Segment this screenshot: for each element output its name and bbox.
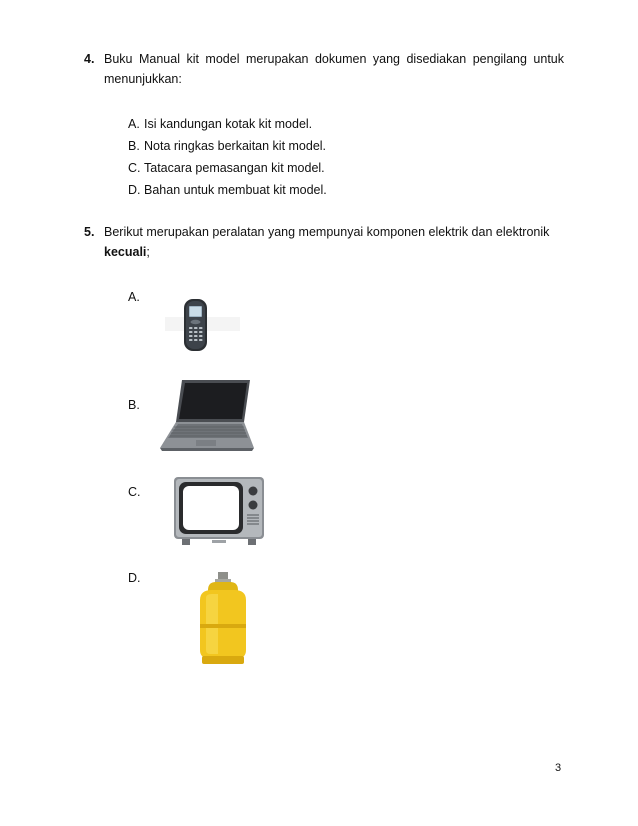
- page-number: 3: [555, 762, 562, 774]
- laptop-icon[interactable]: [158, 376, 254, 454]
- option-d[interactable]: [128, 183, 327, 197]
- option-c[interactable]: [128, 161, 325, 175]
- option-d-label[interactable]: D.: [128, 571, 141, 585]
- option-text: Tatacara pemasangan kit model.: [144, 161, 325, 175]
- option-letter: B.: [128, 139, 140, 153]
- option-letter: D.: [128, 183, 141, 197]
- option-c-label[interactable]: C.: [128, 485, 141, 499]
- question-suffix: ;: [146, 245, 150, 259]
- option-letter: C.: [128, 161, 141, 175]
- question-text: [104, 222, 564, 262]
- mobile-phone-icon[interactable]: [165, 295, 240, 357]
- question-emphasis: kecuali: [104, 245, 147, 259]
- option-text: Nota ringkas berkaitan kit model.: [144, 139, 327, 153]
- question-number: 5.: [84, 225, 95, 239]
- question-number: 4.: [84, 52, 95, 66]
- television-icon[interactable]: [172, 475, 266, 547]
- question-5: [84, 222, 564, 262]
- option-a[interactable]: [128, 117, 312, 131]
- option-a-label[interactable]: A.: [128, 290, 140, 304]
- question-text-main: Berikut merupakan peralatan yang mempunyai komponen elektrik dan elektronik: [104, 225, 550, 239]
- option-text: Bahan untuk membuat kit model.: [144, 183, 327, 197]
- option-b[interactable]: [128, 139, 326, 153]
- gas-cylinder-icon[interactable]: [188, 570, 258, 666]
- option-b-label[interactable]: B.: [128, 398, 140, 412]
- option-text: Isi kandungan kotak kit model.: [144, 117, 313, 131]
- question-4: [84, 49, 564, 89]
- question-text: Buku Manual kit model merupakan dokumen yang disediakan pengilang untuk menunjukkan:: [104, 52, 564, 86]
- option-letter: A.: [128, 117, 140, 131]
